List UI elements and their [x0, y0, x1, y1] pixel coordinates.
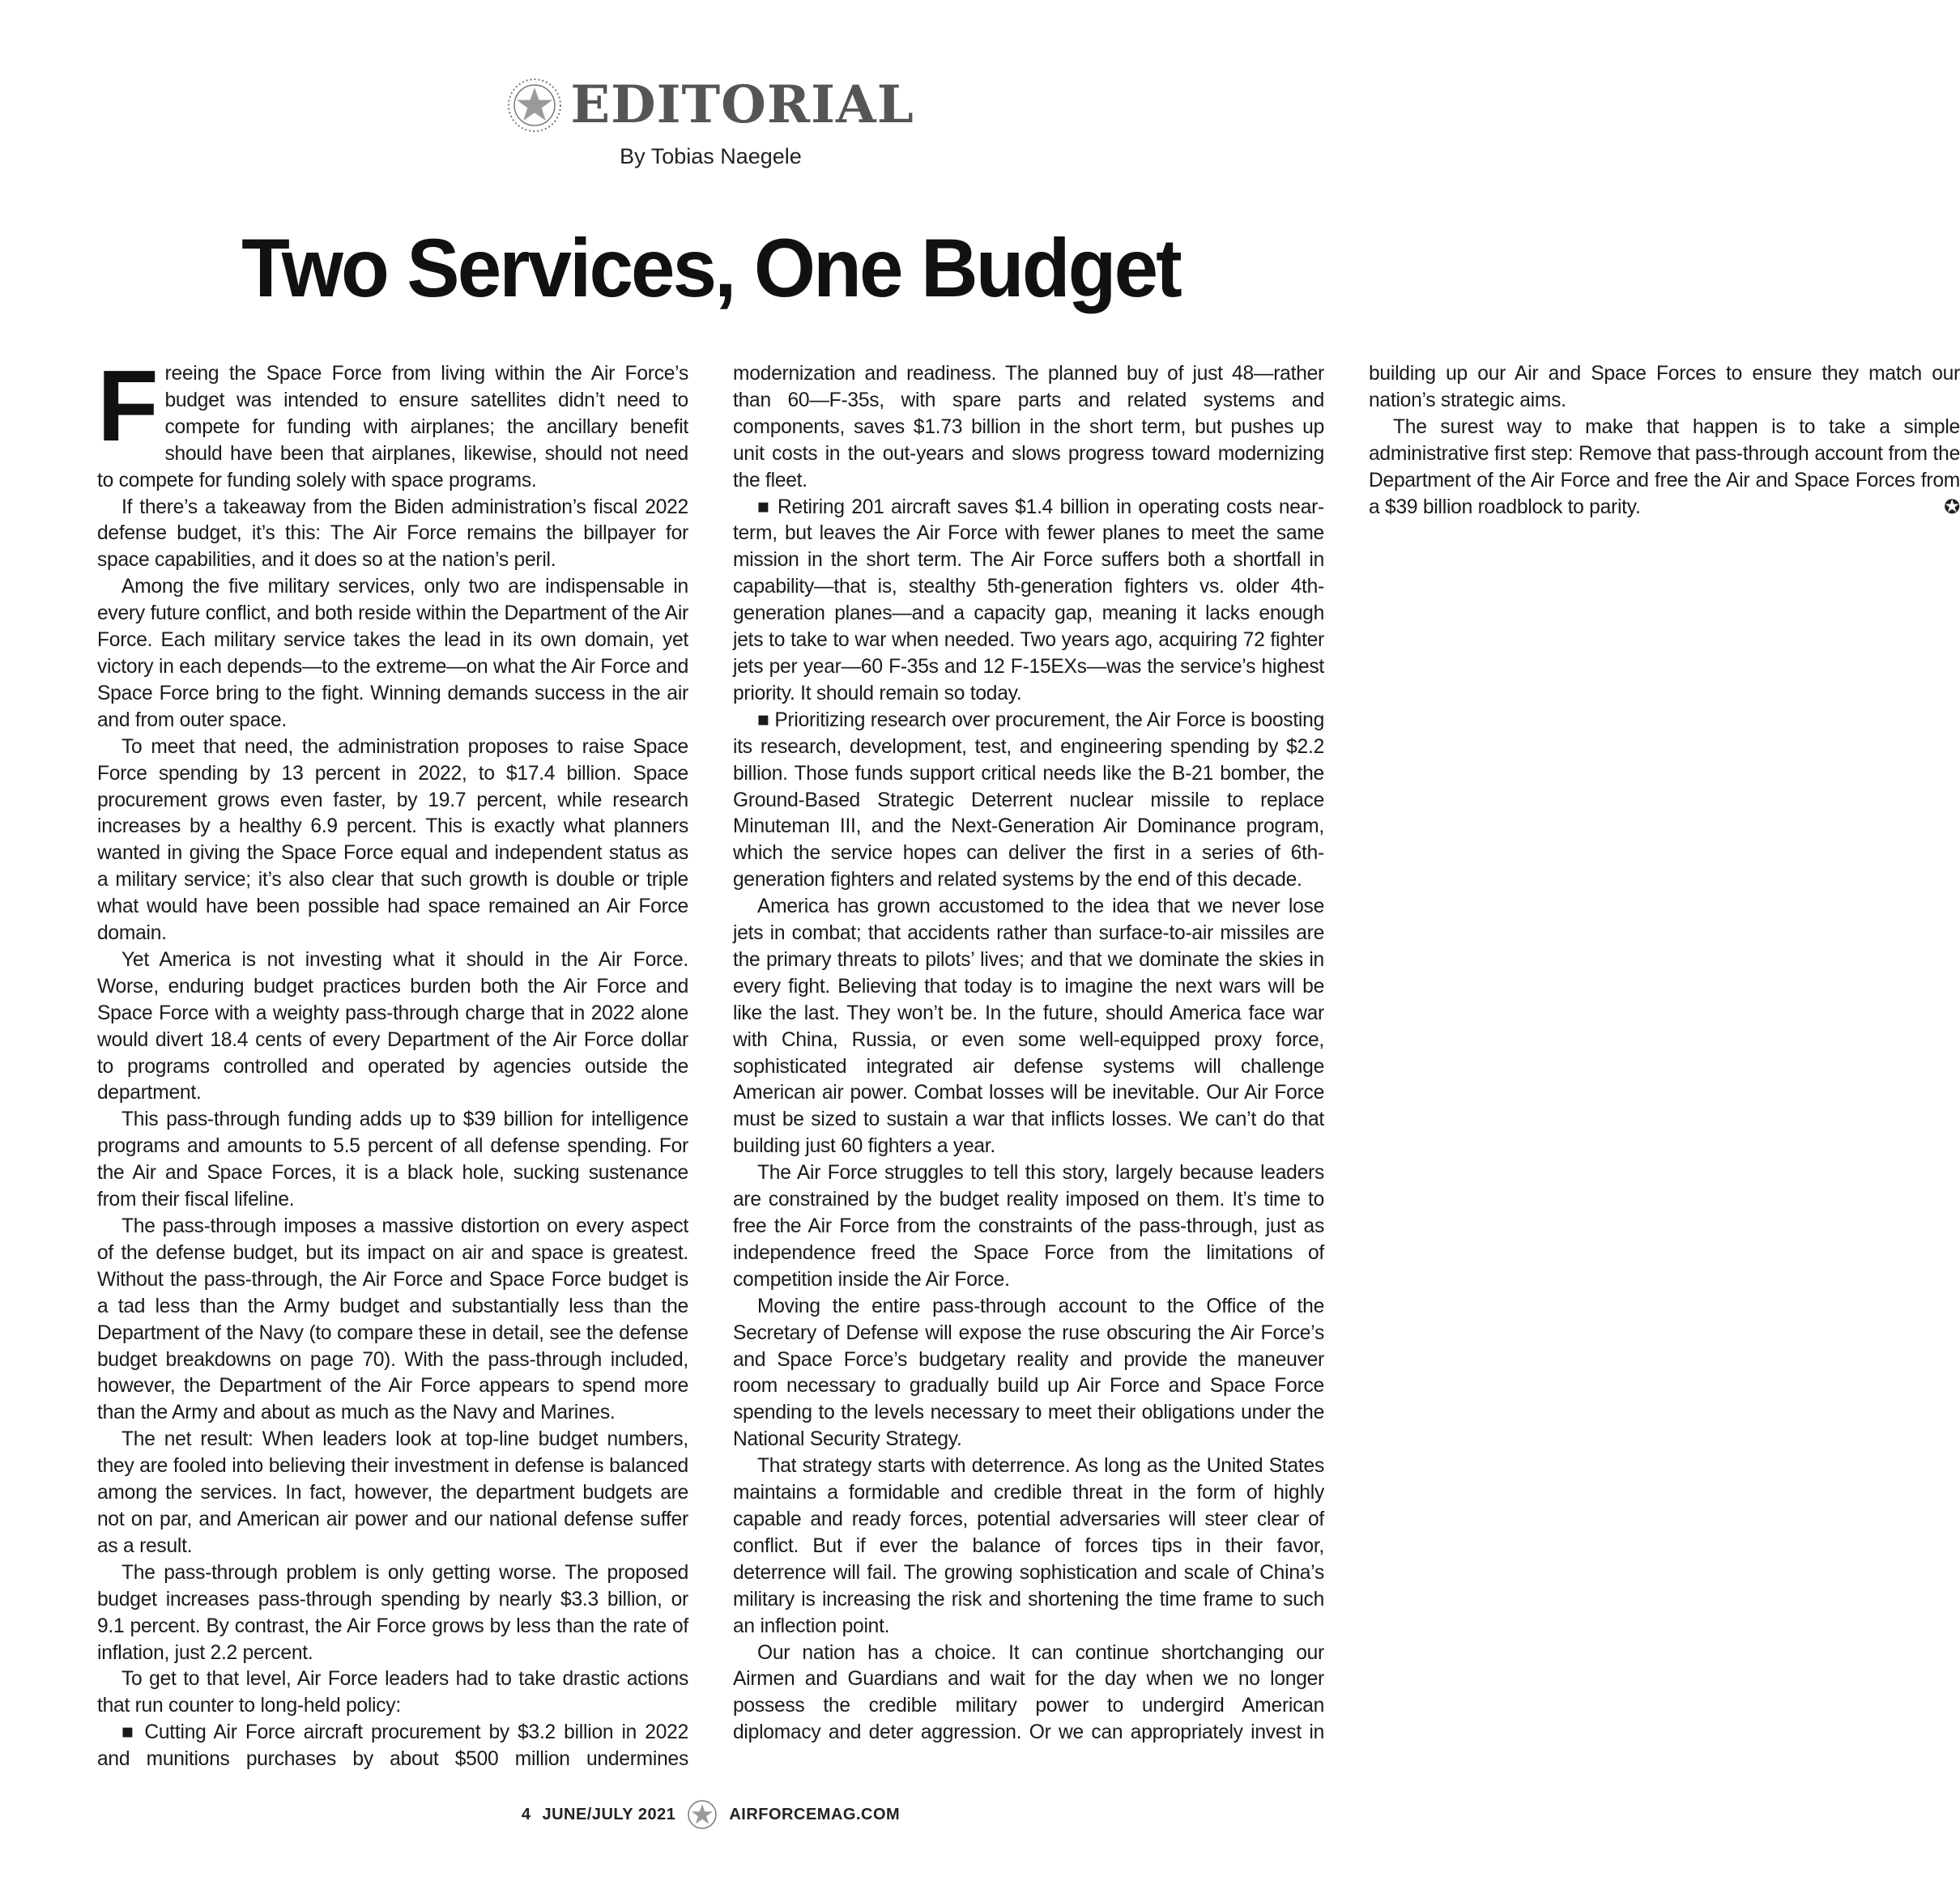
star-roundel-icon [507, 78, 562, 133]
section-label: EDITORIAL [570, 74, 914, 135]
article-paragraph: The net result: When leaders look at top-line budget numbers, they are fooled into believing their investment in defense is balanced among the services. In fact, however, the department budgets are not on par, and American air power and our national defense suffer as a result. [97, 1428, 688, 1557]
page-number: 4 [521, 1805, 531, 1823]
article-paragraph: If there’s a takeaway from the Biden administration’s fiscal 2022 defense budget, it’s this: The Air Force remains the billpayer for space capabilities, and it does so at the nation’s peril. [97, 496, 688, 572]
article-headline: Two Services, One Budget [241, 222, 1180, 314]
article-paragraph: To get to that level, Air Force leaders had to take drastic actions that run counter to long-held policy: [97, 1668, 688, 1717]
article-paragraph: That strategy starts with deterrence. As long as the United States maintains a formidable and credible threat in the form of highly capable and ready forces, potential adversaries will steer clear of conflict. But if ever the balance of forces tips in their favor, deterrence will fail. The growing sophistication and scale of China’s military is increasing the risk and shortening the time frame to such an inflection point. [733, 1455, 1324, 1637]
article-paragraph: Our nation has a choice. It can continue shortchanging our Airmen and Guardians and wait for the day when we no longer possess the credible military power to undergird American diplomacy and deter aggression. Or we can appropriately invest in building up our Air and Space Forces to ensure they match our nation’s strategic aims. [733, 363, 1960, 1744]
article-paragraph: America has grown accustomed to the idea that we never lose jets in combat; that accidents rather than surface-to-air missiles are the primary threats to pilots’ lives; and that we dominate the skies in every fight. Believing that today is to imagine the next wars will be like the last. They won’t be. In the future, should America face war with China, Russia, or even some well-equipped proxy force, sophisticated integrated air defense systems will challenge American air power. Combat losses will be inevitable. Our Air Force must be sized to sustain a war that inflicts losses. We can’t do that building just 60 fighters a year. [733, 896, 1324, 1158]
article-paragraph: Yet America is not investing what it should in the Air Force. Worse, enduring budget practices burden both the Air Force and Space Force with a weighty pass-through charge that in 2022 alone would divert 18.4 cents of every Department of the Air Force dollar to programs controlled and operated by agencies outside the department. [97, 948, 688, 1104]
bullet-paragraph: ■ Prioritizing research over procurement, the Air Force is boosting its research, development, test, and engineering spending by $2.2 billion. Those funds support critical needs like the B-21 bomber, the Ground-Based Strategic Deterrent nuclear missile to replace Minuteman III, and the Next-Generation Air Dominance program, which the service hopes can deliver the first in a series of 6th-generation fighters and related systems by the end of this decade. [733, 708, 1324, 891]
bullet-paragraph: ■ Retiring 201 aircraft saves $1.4 billion in operating costs near-term, but leaves the Air Force with fewer planes to meet the same mission in the short term. The Air Force suffers both a shortfall in capability—that is, stealthy 5th-generation fighters vs. older 4th-generation planes—and a capacity gap, meaning it lacks enough jets to take to war when needed. Two years ago, acquiring 72 fighter jets per year—60 F-35s and 12 F-15EXs—was the service’s highest priority. It should remain so today. [733, 496, 1324, 704]
article-paragraph: Freeing the Space Force from living within the Air Force’s budget was intended to ensure satellites didn’t need to compete for funding with airplanes; the ancillary benefit should have been that airplanes, likewise, should not need to compete for funding solely with space programs. [97, 351, 688, 491]
end-star-icon: ✪ [1944, 496, 1960, 518]
star-roundel-icon [687, 1799, 718, 1830]
article-paragraph: To meet that need, the administration proposes to raise Space Force spending by 13 percent in 2022, to $17.4 billion. Space procurement grows even faster, by 19.7 percent, while research increases by a healthy 6.9 percent. This is exactly what planners wanted in giving the Space Force equal and independent status as a military service; it’s also clear that such growth is double or triple what would have been possible had space remained an Air Force domain. [97, 735, 688, 945]
article-paragraph: The surest way to make that happen is to take a simple administrative first step: Remove that pass-through account from the Department of the Air Force and free the Air and Space Forces from a $39 billion roadblock to parity. ✪ [1369, 415, 1960, 521]
issue-date: JUNE/JULY 2021 [542, 1805, 676, 1823]
bullet-paragraph: ■ Cutting Air Force aircraft procurement by $3.2 billion in 2022 and munitions purchases by about $500 million undermines modernization and readiness. The planned buy of just 48—rather than 60—F-35s, with spare parts and related systems and components, saves $1.73 billion in the short term, but pushes up unit costs in the out-years and slows progress toward modernizing the fleet. [97, 363, 1324, 1771]
article-paragraph: Moving the entire pass-through account to the Office of the Secretary of Defense will expose the ruse obscuring the Air Force’s and Space Force’s budgetary reality and provide the maneuver room necessary to gradually build up Air Force and Space Force spending to the levels necessary to meet their obligations under the National Security Strategy. [733, 1295, 1324, 1451]
section-masthead [0, 74, 1421, 135]
article-paragraph: This pass-through funding adds up to $39 billion for intelligence programs and amounts to 5.5 percent of all defense spending. For the Air and Space Forces, it is a black hole, sucking sustenance from their fiscal lifeline. [97, 1108, 688, 1211]
article-body [97, 351, 1960, 1778]
article-paragraph: The pass-through imposes a massive distortion on every aspect of the defense budget, but its impact on air and space is greatest. Without the pass-through, the Air Force and Space Force budget is a tad less than the Army budget and substantially less than the Department of the Navy (to compare these in detail, see the defense budget breakdowns on page 70). With the pass-through included, however, the Department of the Air Force appears to spend more than the Army and about as much as the Navy and Marines. [97, 1215, 688, 1424]
article-paragraph: The Air Force struggles to tell this story, largely because leaders are constrained by the budget reality imposed on them. It’s time to free the Air Force from the constraints of the pass-through, just as independence freed the Space Force from the limitations of competition inside the Air Force. [733, 1162, 1324, 1291]
page-footer [0, 1799, 1421, 1830]
site-url: AIRFORCEMAG.COM [729, 1805, 901, 1823]
article-paragraph: The pass-through problem is only getting worse. The proposed budget increases pass-through spending by nearly $3.3 billion, or 9.1 percent. By contrast, the Air Force grows by less than the rate of inflation, just 2.2 percent. [97, 1561, 688, 1664]
article-paragraph: Among the five military services, only two are indispensable in every future conflict, and both reside within the Department of the Air Force. Each military service takes the lead in its own domain, yet victory in each depends—to the extreme—on what the Air Force and Space Force bring to the fight. Winning demands success in the air and from outer space. [97, 576, 688, 731]
byline: By Tobias Naegele [620, 144, 802, 168]
drop-cap: F [97, 351, 159, 462]
